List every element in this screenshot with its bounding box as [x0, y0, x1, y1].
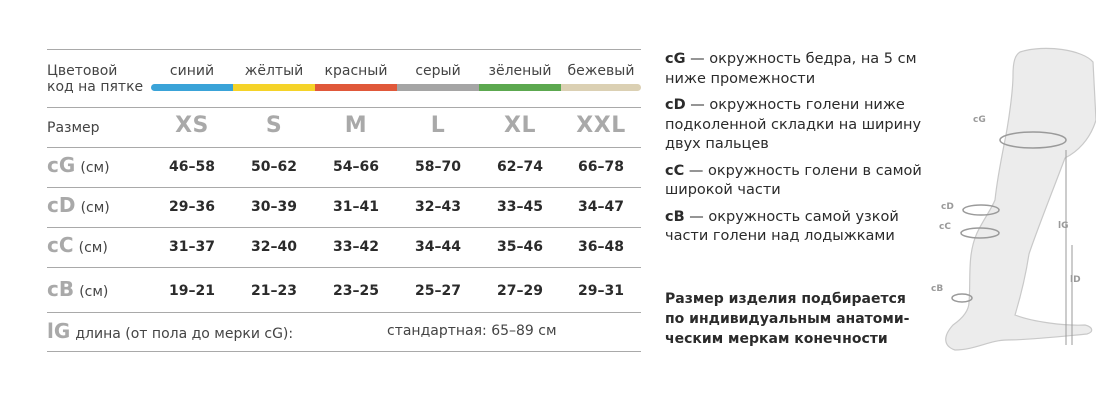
unit-cd: (см): [80, 200, 110, 216]
label-cb: cB: [931, 284, 944, 294]
definition-cb: [665, 208, 945, 247]
row-label-cd: [47, 193, 110, 217]
definition-term: cD: [665, 97, 686, 113]
cd-l: 32–43: [415, 199, 461, 215]
cc-xl: 35–46: [497, 239, 543, 255]
row-rule: [47, 267, 641, 268]
cd-xxl: 34–47: [578, 199, 624, 215]
leg-measurement-figure: [925, 40, 1096, 365]
definition-text: — окружность голени в самой широкой части: [665, 162, 922, 198]
size-xl: XL: [504, 113, 536, 138]
size-s: S: [265, 113, 283, 138]
size-label: Размер: [47, 120, 100, 136]
cc-xs: 31–37: [169, 239, 215, 255]
cg-l: 58–70: [415, 159, 461, 175]
cg-m: 54–66: [333, 159, 379, 175]
definition-text: — окружность голени ниже подколенной складки на ширину двух пальцев: [665, 97, 922, 152]
color-name-gray: серый: [415, 63, 461, 79]
table-bottom-rule: [47, 351, 641, 352]
row-label-cc: [47, 233, 108, 257]
definition-cd: [665, 96, 945, 155]
size-l: L: [430, 113, 446, 138]
label-cd: cD: [941, 202, 954, 212]
size-xs: XS: [175, 113, 209, 138]
label-cc: cC: [939, 222, 951, 232]
row-label-cg: [47, 153, 110, 177]
color-bar-blue: [151, 84, 233, 91]
color-bar-beige: [561, 84, 641, 91]
abbr-cc: cC: [47, 233, 74, 257]
cb-xl: 27–29: [497, 283, 543, 299]
color-code-label-line2: код на пятке: [47, 79, 144, 95]
definition-cg: [665, 50, 945, 89]
cd-s: 30–39: [251, 199, 297, 215]
abbr-cd: cD: [47, 193, 76, 217]
abbr-lg: lG: [47, 319, 71, 343]
row-rule: [47, 147, 641, 148]
color-bar-gray: [397, 84, 479, 91]
cc-m: 33–42: [333, 239, 379, 255]
color-name-red: красный: [324, 63, 388, 79]
cb-m: 23–25: [333, 283, 379, 299]
size-table: [47, 49, 641, 354]
unit-cc: (см): [78, 240, 108, 256]
color-name-beige: бежевый: [567, 63, 635, 79]
lg-value: стандартная: 65–89 см: [387, 323, 557, 339]
color-code-label: [47, 63, 143, 95]
label-cg: cG: [973, 115, 986, 125]
cg-xl: 62–74: [497, 159, 543, 175]
cb-xs: 19–21: [169, 283, 215, 299]
definition-cc: [665, 162, 945, 201]
cd-m: 31–41: [333, 199, 379, 215]
lg-text: длина (от пола до мерки cG):: [75, 326, 294, 342]
abbr-cb: cB: [47, 277, 75, 301]
color-bar-red: [315, 84, 397, 91]
lg-row-label: [47, 319, 293, 343]
leg-silhouette: [946, 48, 1096, 350]
size-xxl: XXL: [576, 113, 626, 138]
color-name-blue: синий: [169, 63, 215, 79]
unit-cg: (см): [80, 160, 110, 176]
unit-cb: (см): [79, 284, 109, 300]
cc-l: 34–44: [415, 239, 461, 255]
abbr-cg: cG: [47, 153, 76, 177]
label-lg: lG: [1058, 221, 1069, 231]
row-label-cb: [47, 277, 108, 301]
label-ld: lD: [1070, 275, 1081, 285]
cc-xxl: 36–48: [578, 239, 624, 255]
cc-s: 32–40: [251, 239, 297, 255]
cb-xxl: 29–31: [578, 283, 624, 299]
cd-xl: 33–45: [497, 199, 543, 215]
color-bar-green: [479, 84, 561, 91]
color-name-yellow: жёлтый: [244, 63, 304, 79]
table-top-rule: [47, 49, 641, 50]
size-selection-note: Размер изделия подбирается по индивидуальным анатомическим меркам конечности: [665, 291, 910, 347]
row-rule: [47, 312, 641, 313]
cb-l: 25–27: [415, 283, 461, 299]
row-rule: [47, 107, 641, 108]
definition-term: cG: [665, 51, 686, 67]
row-rule: [47, 227, 641, 228]
color-code-label-line1: Цветовой: [47, 63, 118, 79]
color-bar-yellow: [233, 84, 315, 91]
color-name-green: зёленый: [488, 63, 552, 79]
size-m: M: [344, 113, 368, 138]
row-rule: [47, 187, 641, 188]
definition-term: cC: [665, 162, 685, 179]
cd-xs: 29–36: [169, 199, 215, 215]
cg-s: 50–62: [251, 159, 297, 175]
definitions-list: [665, 50, 945, 254]
definition-term: cB: [665, 208, 685, 225]
definition-text: — окружность самой узкой части голени над лодыжками: [665, 208, 899, 244]
cg-xxl: 66–78: [578, 159, 624, 175]
definition-text: — окружность бедра, на 5 см ниже промежности: [665, 51, 917, 87]
cg-xs: 46–58: [169, 159, 215, 175]
cb-s: 21–23: [251, 283, 297, 299]
